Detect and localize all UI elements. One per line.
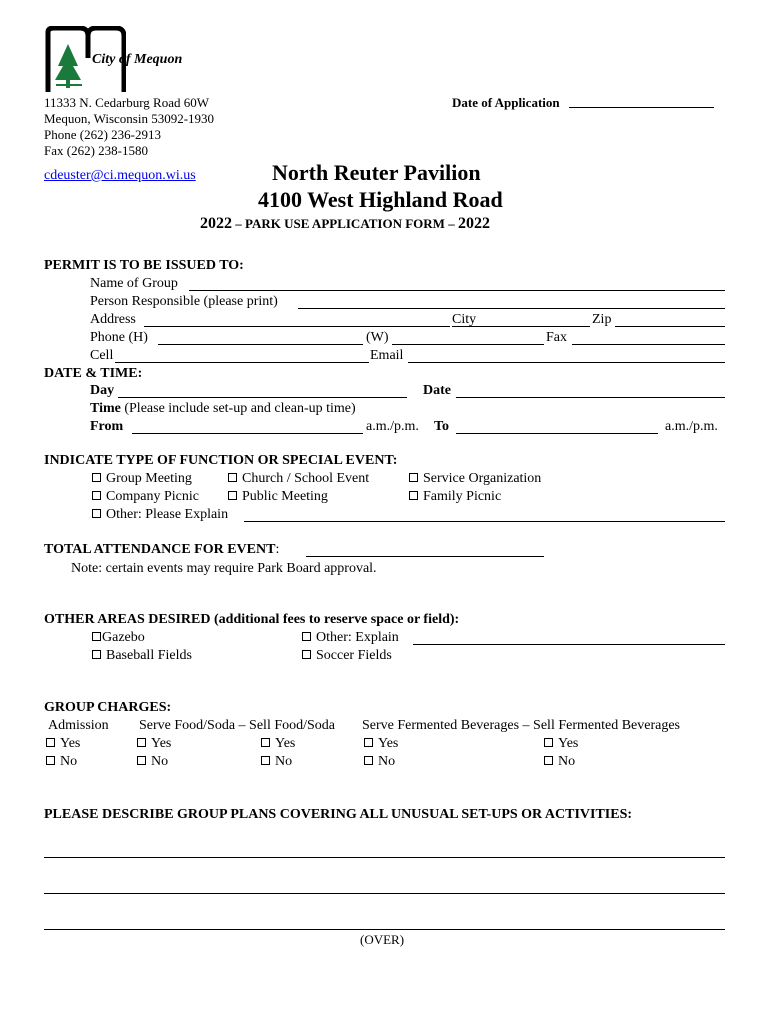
address-label: Address bbox=[90, 312, 136, 327]
checkbox-icon bbox=[302, 650, 311, 659]
checkbox-family-picnic[interactable]: Family Picnic bbox=[409, 489, 501, 505]
checkbox-icon bbox=[228, 491, 237, 500]
sell-ferm-no[interactable]: No bbox=[544, 754, 575, 770]
permit-heading: PERMIT IS TO BE ISSUED TO: bbox=[44, 258, 244, 273]
from-ampm: a.m./p.m. bbox=[366, 419, 419, 434]
email-label: Email bbox=[370, 348, 404, 363]
checkbox-icon bbox=[137, 756, 146, 765]
sell-food-yes[interactable]: Yes bbox=[261, 736, 295, 752]
checkbox-icon bbox=[46, 756, 55, 765]
fax-field[interactable] bbox=[572, 344, 725, 345]
checkbox-icon bbox=[409, 473, 418, 482]
zip-label: Zip bbox=[592, 312, 612, 327]
address-line2: Mequon, Wisconsin 53092-1930 bbox=[44, 111, 215, 126]
page-address: 4100 West Highland Road bbox=[258, 187, 503, 212]
checkbox-icon bbox=[261, 756, 270, 765]
person-responsible-field[interactable] bbox=[298, 308, 725, 309]
checkbox-icon bbox=[409, 491, 418, 500]
address-field[interactable] bbox=[144, 326, 450, 327]
checkbox-icon bbox=[137, 738, 146, 747]
over-label: (OVER) bbox=[360, 932, 405, 947]
serve-food-no[interactable]: No bbox=[137, 754, 168, 770]
to-field[interactable] bbox=[456, 433, 658, 434]
function-heading: INDICATE TYPE OF FUNCTION OR SPECIAL EVENT: bbox=[44, 453, 398, 468]
zip-field[interactable] bbox=[615, 326, 725, 327]
admission-yes[interactable]: Yes bbox=[46, 736, 80, 752]
checkbox-group-meeting[interactable]: Group Meeting bbox=[92, 471, 192, 487]
cell-field[interactable] bbox=[115, 362, 369, 363]
date-of-application-field[interactable] bbox=[569, 107, 714, 108]
phone-work-field[interactable] bbox=[392, 344, 544, 345]
serve-ferm-yes[interactable]: Yes bbox=[364, 736, 398, 752]
serve-sell-ferm-label: Serve Fermented Beverages – Sell Fermented Beverages bbox=[362, 718, 681, 733]
checkbox-soccer[interactable]: Soccer Fields bbox=[302, 648, 392, 664]
date-label: Date bbox=[423, 383, 451, 398]
attendance-label: TOTAL ATTENDANCE FOR EVENT: bbox=[44, 542, 280, 557]
logo-text: City of Mequon bbox=[92, 52, 183, 67]
charges-heading: GROUP CHARGES: bbox=[44, 700, 172, 715]
email-field[interactable] bbox=[408, 362, 725, 363]
attendance-note: Note: certain events may require Park Board approval. bbox=[71, 561, 377, 576]
checkbox-icon bbox=[92, 509, 101, 518]
checkbox-icon bbox=[364, 756, 373, 765]
other-area-field[interactable] bbox=[413, 644, 725, 645]
form-subtitle: 2022 – PARK USE APPLICATION FORM – 2022 bbox=[200, 215, 490, 232]
city-field[interactable] bbox=[452, 326, 590, 327]
page-title: North Reuter Pavilion bbox=[272, 160, 481, 185]
time-label: Time (Please include set-up and clean-up time) bbox=[90, 401, 356, 416]
date-field[interactable] bbox=[456, 397, 725, 398]
checkbox-icon bbox=[228, 473, 237, 482]
serve-sell-food-label: Serve Food/Soda – Sell Food/Soda bbox=[139, 718, 336, 733]
phone-home-label: Phone (H) bbox=[90, 330, 148, 345]
checkbox-icon bbox=[92, 473, 101, 482]
cell-label: Cell bbox=[90, 348, 114, 363]
checkbox-icon bbox=[46, 738, 55, 747]
person-responsible-label: Person Responsible (please print) bbox=[90, 294, 278, 309]
serve-food-yes[interactable]: Yes bbox=[137, 736, 171, 752]
checkbox-baseball[interactable]: Baseball Fields bbox=[92, 648, 192, 664]
sell-ferm-yes[interactable]: Yes bbox=[544, 736, 578, 752]
checkbox-other-area[interactable]: Other: Explain bbox=[302, 630, 399, 646]
checkbox-icon bbox=[364, 738, 373, 747]
checkbox-icon bbox=[302, 632, 311, 641]
name-of-group-field[interactable] bbox=[189, 290, 725, 291]
datetime-heading: DATE & TIME: bbox=[44, 366, 143, 381]
checkbox-service-org[interactable]: Service Organization bbox=[409, 471, 541, 487]
checkbox-icon bbox=[544, 738, 553, 747]
plans-line-3[interactable] bbox=[44, 929, 725, 930]
attendance-field[interactable] bbox=[306, 556, 544, 557]
sell-food-no[interactable]: No bbox=[261, 754, 292, 770]
plans-line-2[interactable] bbox=[44, 893, 725, 894]
checkbox-church-school[interactable]: Church / School Event bbox=[228, 471, 369, 487]
checkbox-public-meeting[interactable]: Public Meeting bbox=[228, 489, 328, 505]
plans-line-1[interactable] bbox=[44, 857, 725, 858]
fax-number: Fax (262) 238-1580 bbox=[44, 143, 148, 158]
admission-no[interactable]: No bbox=[46, 754, 77, 770]
checkbox-icon bbox=[261, 738, 270, 747]
to-label: To bbox=[434, 419, 450, 434]
from-label: From bbox=[90, 419, 124, 434]
checkbox-icon bbox=[92, 491, 101, 500]
city-label: City bbox=[452, 312, 477, 327]
checkbox-other[interactable]: Other: Please Explain bbox=[92, 507, 228, 523]
other-explain-field[interactable] bbox=[244, 521, 725, 522]
checkbox-icon bbox=[92, 650, 101, 659]
checkbox-icon bbox=[92, 632, 101, 641]
areas-heading: OTHER AREAS DESIRED (additional fees to reserve space or field): bbox=[44, 612, 460, 627]
day-label: Day bbox=[90, 383, 115, 398]
date-of-application-label: Date of Application bbox=[452, 95, 560, 110]
email-link[interactable]: cdeuster@ci.mequon.wi.us bbox=[44, 168, 196, 183]
fax-label: Fax bbox=[546, 330, 567, 345]
phone-work-label: (W) bbox=[366, 330, 389, 345]
serve-ferm-no[interactable]: No bbox=[364, 754, 395, 770]
plans-heading: PLEASE DESCRIBE GROUP PLANS COVERING ALL UNUSUAL SET-UPS OR ACTIVITIES: bbox=[44, 807, 633, 822]
day-field[interactable] bbox=[118, 397, 407, 398]
to-ampm: a.m./p.m. bbox=[665, 419, 718, 434]
from-field[interactable] bbox=[132, 433, 363, 434]
checkbox-icon bbox=[544, 756, 553, 765]
admission-label: Admission bbox=[48, 718, 109, 733]
name-of-group-label: Name of Group bbox=[90, 276, 178, 291]
checkbox-company-picnic[interactable]: Company Picnic bbox=[92, 489, 199, 505]
phone-number: Phone (262) 236-2913 bbox=[44, 127, 161, 142]
checkbox-gazebo[interactable]: Gazebo bbox=[92, 630, 145, 646]
address-line1: 11333 N. Cedarburg Road 60W bbox=[44, 95, 210, 110]
phone-home-field[interactable] bbox=[158, 344, 363, 345]
